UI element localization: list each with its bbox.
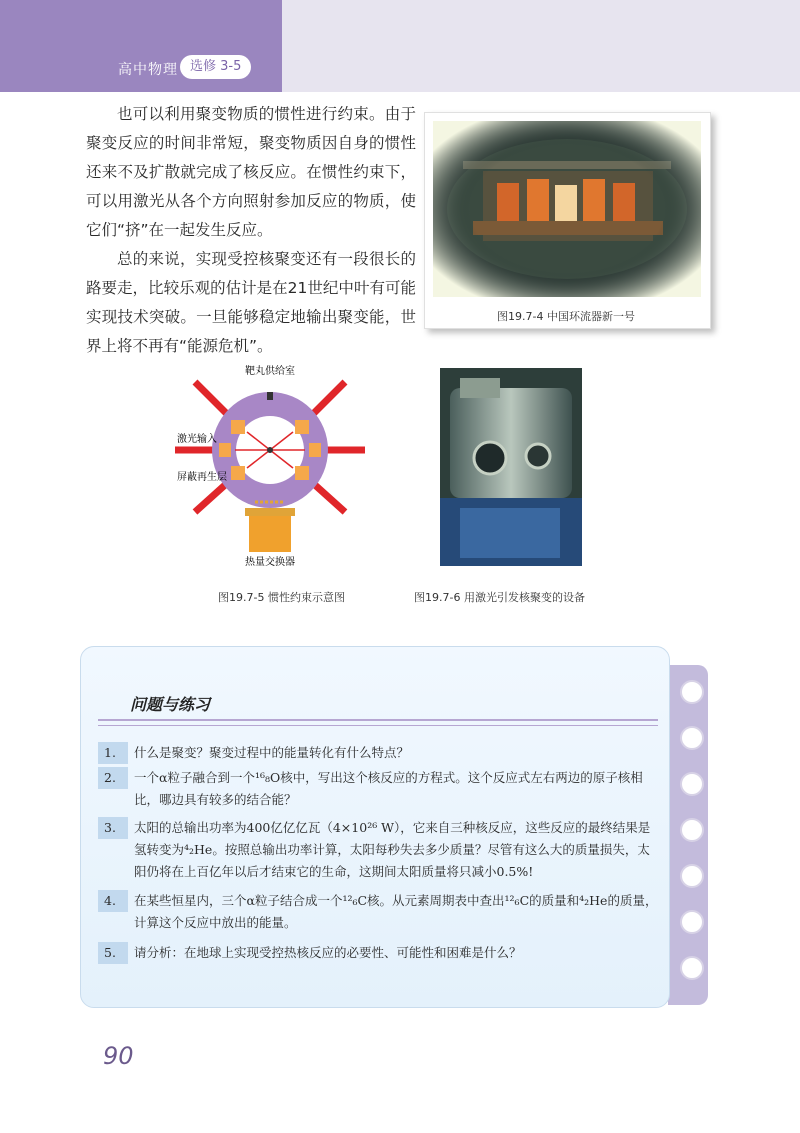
body-text: [86, 100, 416, 361]
question-item: [98, 890, 660, 934]
binder-ring: [680, 910, 704, 934]
question-number: 2.: [98, 767, 128, 789]
question-number: 1.: [98, 742, 128, 764]
binder-ring: [680, 864, 704, 888]
page-number: 90: [103, 1042, 134, 1070]
volume-badge: 选修 3-5: [180, 55, 251, 79]
paragraph-1: 也可以利用聚变物质的惯性进行约束。由于聚变反应的时间非常短，聚变物质因自身的惯性还来不及扩散就完成了核反应。在惯性约束下，可以用激光从各个方向照射参加反应的物质，使它们“挤”在一起发生反应。: [86, 105, 416, 239]
inertial-confinement-diagram: [175, 362, 365, 572]
binder-ring: [680, 680, 704, 704]
binder-ring: [680, 772, 704, 796]
question-number: 5.: [98, 942, 128, 964]
laser-fusion-device-photo: [440, 368, 582, 566]
question-text: 一个α粒子融合到一个¹⁶₈O核中，写出这个核反应的方程式。这个反应式左右两边的原子核相比，哪边具有较多的结合能？: [134, 770, 643, 807]
question-item: [98, 942, 660, 964]
label-target-feed: 靶丸供给室: [245, 366, 295, 377]
label-laser-input: 激光输入: [177, 434, 217, 445]
figure-19-7-4: [424, 112, 711, 329]
exchanger-pipe: [245, 508, 295, 516]
tokamak-photo: [433, 121, 701, 297]
binder-ring: [680, 726, 704, 750]
binder-ring: [680, 956, 704, 980]
heat-exchanger: [249, 516, 291, 552]
question-item: [98, 742, 660, 764]
question-number: 3.: [98, 817, 128, 839]
figure-caption: 图19.7-4 中国环流器新一号: [497, 310, 635, 323]
subject-label: 高中物理: [118, 62, 178, 78]
question-item: [98, 767, 660, 811]
figure-caption: 图19.7-5 惯性约束示意图: [218, 591, 345, 604]
page-header: [0, 0, 800, 92]
exercise-divider: [98, 719, 658, 726]
binder-ring: [680, 818, 704, 842]
feed-port: [267, 392, 273, 400]
question-text: 太阳的总输出功率为400亿亿亿瓦（4×10²⁶ W），它来自三种核反应，这些反应的最终结果是氢转变为⁴₂He。按照总输出功率计算，太阳每秒失去多少质量？尽管有这么大的质量损失，太阳仍将在上百亿年以后才结束它的生命，这期间太阳质量将只减小0.5%!: [134, 820, 651, 879]
label-shield-layer: 屏蔽再生层: [177, 472, 227, 483]
question-item: [98, 817, 660, 883]
question-text: 请分析：在地球上实现受控热核反应的必要性、可能性和困难是什么？: [134, 945, 522, 960]
paragraph-2: 总的来说，实现受控核聚变还有一段很长的路要走，比较乐观的估计是在21世纪中叶有可能实现技术突破。一旦能够稳定地输出聚变能，世界上将不再有“能源危机”。: [86, 250, 416, 355]
exercise-title: 问题与练习: [130, 695, 211, 714]
label-heat-exchanger: 热量交换器: [245, 557, 295, 568]
target-pellet: [267, 447, 273, 453]
question-text: 在某些恒星内，三个α粒子结合成一个¹²₆C核。从元素周期表中查出¹²₆C的质量和⁴₂He的质量，计算这个反应中放出的能量。: [134, 893, 658, 930]
question-text: 什么是聚变？聚变过程中的能量转化有什么特点？: [134, 745, 410, 760]
figure-caption: 图19.7-6 用激光引发核聚变的设备: [414, 591, 585, 604]
question-number: 4.: [98, 890, 128, 912]
